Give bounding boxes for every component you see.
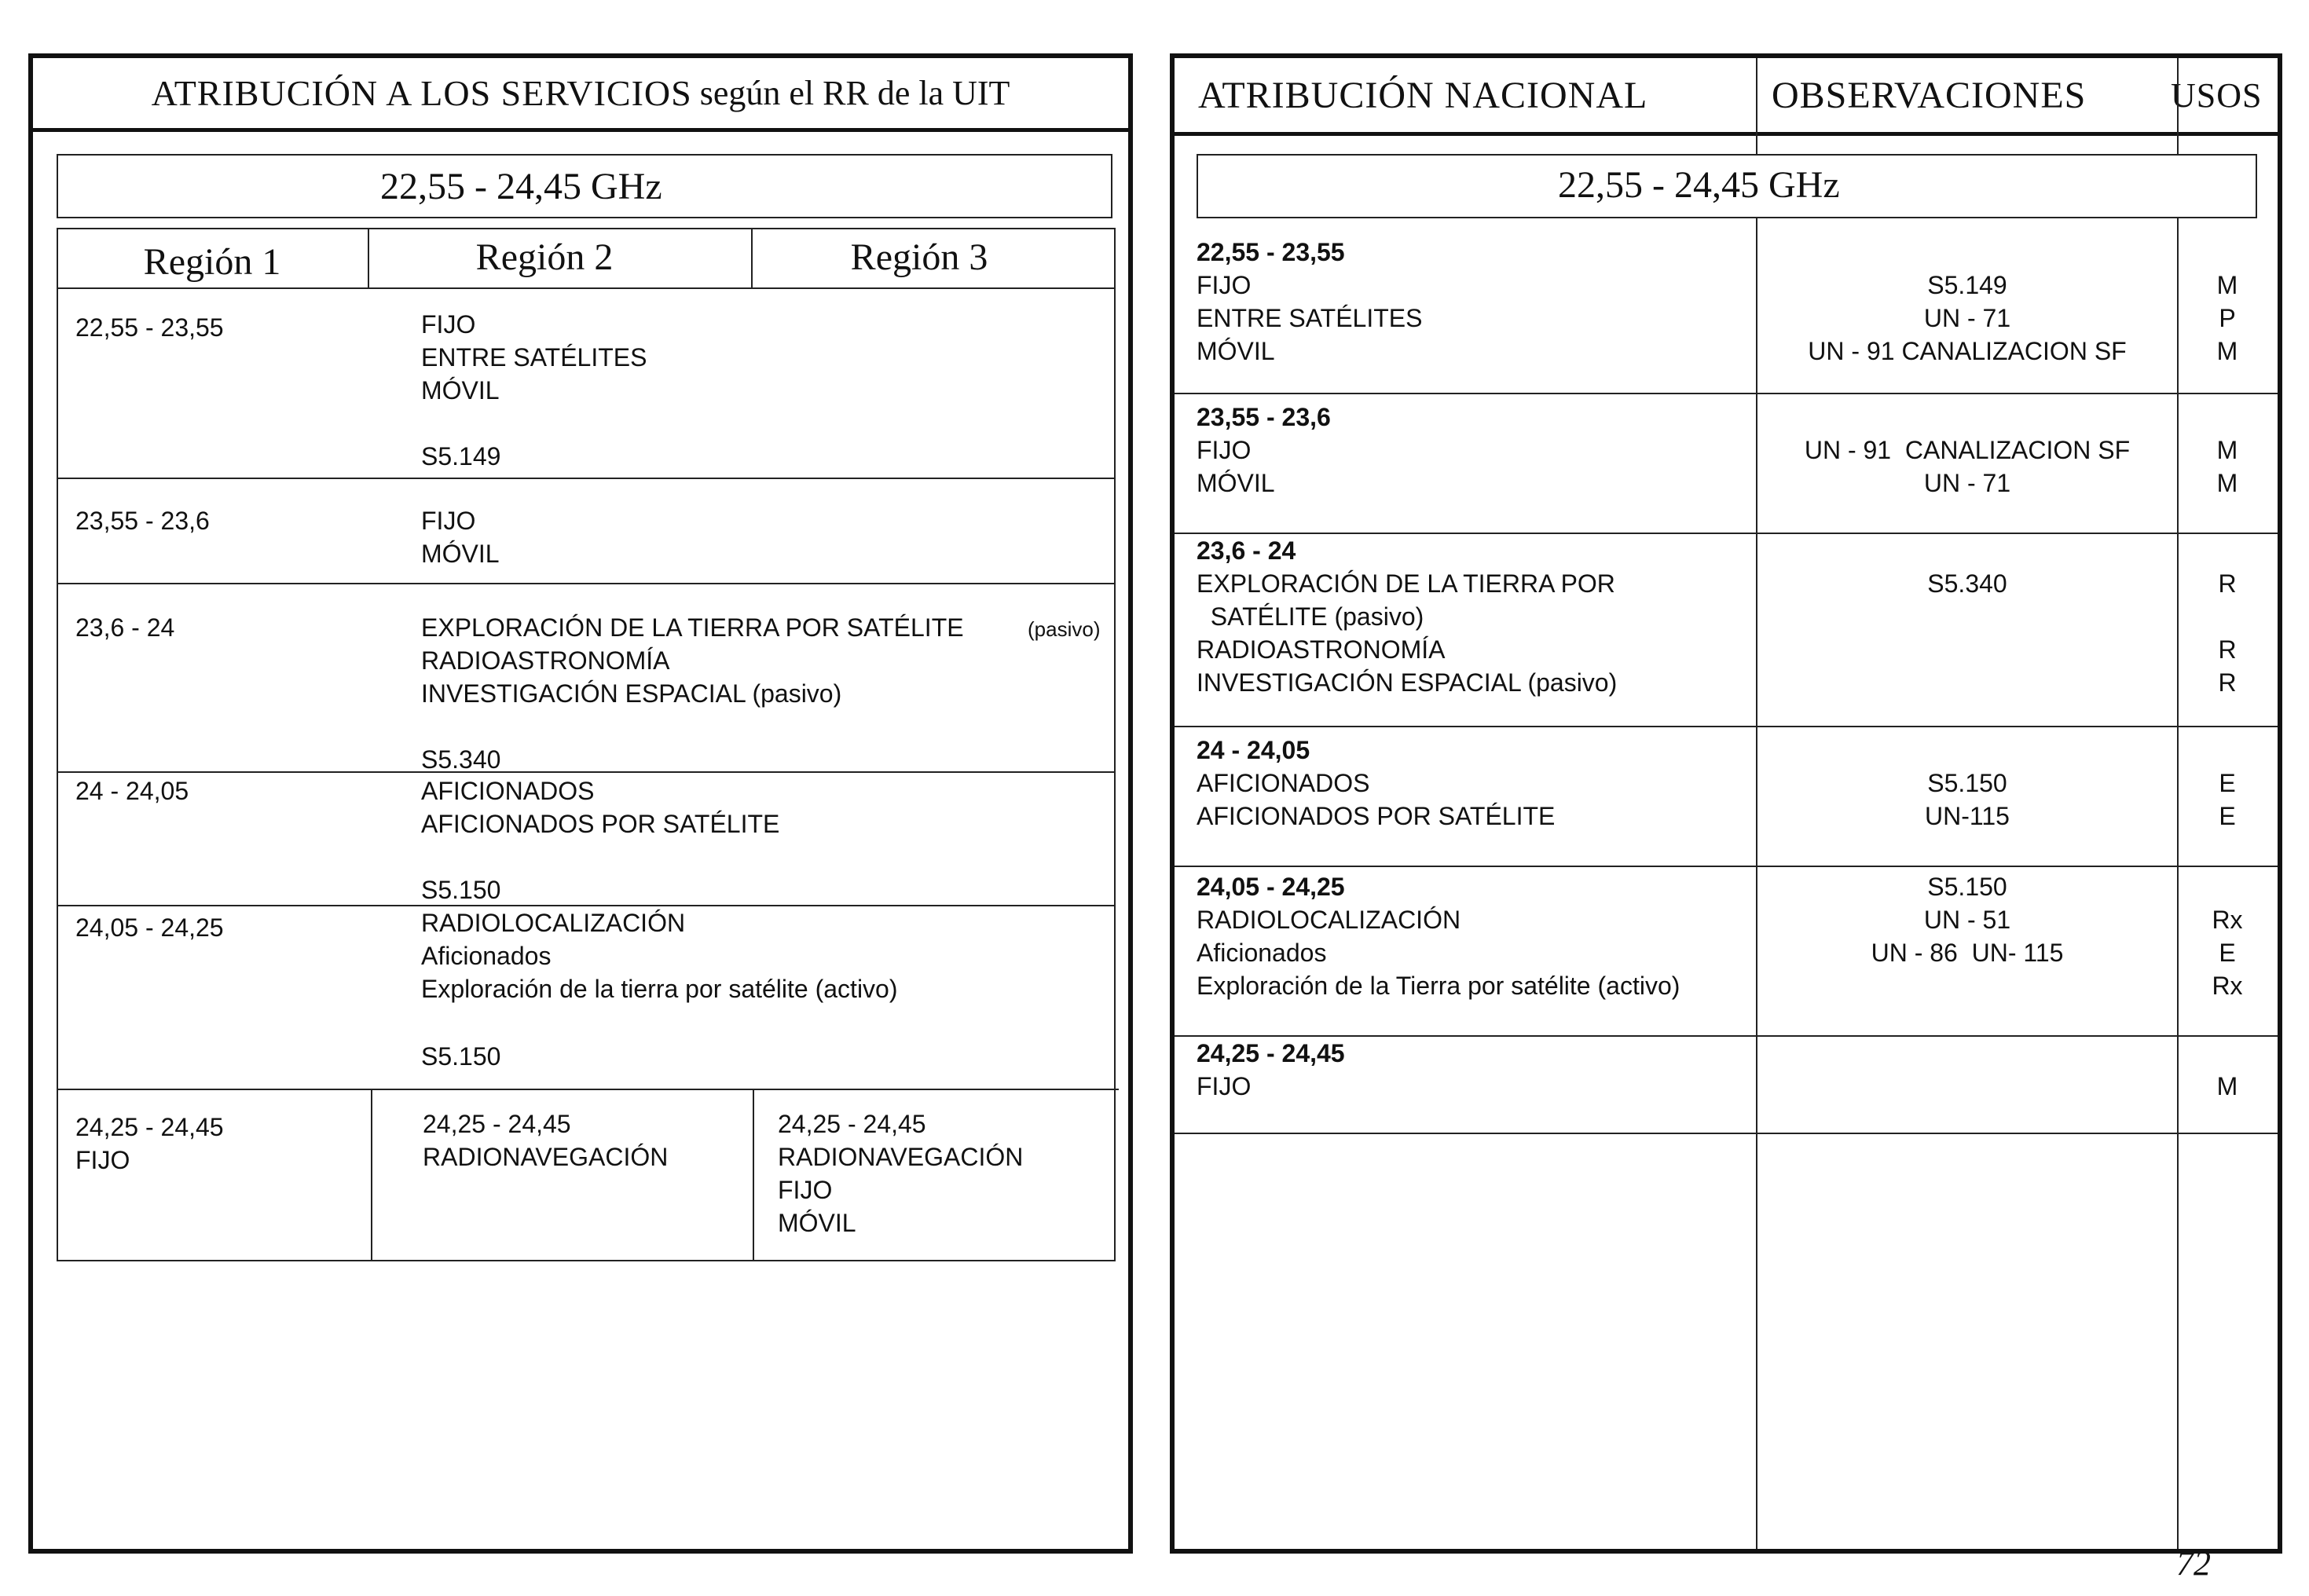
band-title: 22,55 - 24,45 GHz <box>1558 164 1840 206</box>
row-service: INVESTIGACIÓN ESPACIAL (pasivo) <box>421 679 842 708</box>
row-service: FIJO <box>1197 436 1252 464</box>
row-observation: S5.150 <box>1927 873 2007 901</box>
row-note: S5.340 <box>421 745 501 774</box>
row-observation: UN - 91 CANALIZACION SF <box>1804 436 2131 464</box>
observations-header: OBSERVACIONES <box>1772 74 2087 116</box>
row-band: 23,6 - 24 <box>1197 536 1296 565</box>
row-separator <box>57 478 1116 479</box>
row-use: M <box>2216 436 2238 464</box>
row-use: M <box>2216 271 2238 299</box>
row-use: R <box>2218 569 2237 598</box>
row-observation: S5.340 <box>1927 569 2007 598</box>
row-note: S5.149 <box>421 442 501 470</box>
region-3-header: Región 3 <box>850 236 988 278</box>
row-service: INVESTIGACIÓN ESPACIAL (pasivo) <box>1197 668 1618 697</box>
row-use: Rx <box>2212 906 2243 934</box>
row-band: 23,6 - 24 <box>75 613 175 642</box>
region-divider <box>368 228 369 287</box>
uses-header: USOS <box>2171 75 2263 115</box>
row-service: FIJO <box>1197 271 1252 299</box>
row-separator <box>1175 393 2278 394</box>
region-1-service: FIJO <box>75 1146 130 1174</box>
row-service: SATÉLITE (pasivo) <box>1197 602 1424 631</box>
row-use: M <box>2216 1072 2238 1100</box>
row-separator <box>1175 726 2278 727</box>
band-title: 22,55 - 24,45 GHz <box>380 166 662 207</box>
itu-allocation-header <box>33 58 1128 132</box>
row-band: 24,25 - 24,45 <box>1197 1039 1345 1067</box>
row-service: MÓVIL <box>1197 469 1275 497</box>
row-service: MÓVIL <box>421 540 500 568</box>
region-3-service: FIJO <box>778 1176 833 1204</box>
page-number: 72 <box>2176 1544 2211 1583</box>
row-service: Aficionados <box>1197 939 1327 967</box>
row-separator <box>57 1089 1119 1090</box>
row-separator <box>57 583 1116 584</box>
row-service: FIJO <box>421 310 476 339</box>
row-service: ENTRE SATÉLITES <box>421 343 647 372</box>
row-service: Exploración de la tierra por satélite (activo) <box>421 975 898 1003</box>
row-separator <box>1175 533 2278 534</box>
row-band: 24,05 - 24,25 <box>1197 873 1345 901</box>
row-service: Aficionados <box>421 942 552 970</box>
row-service: RADIOASTRONOMÍA <box>421 646 670 675</box>
row-use: M <box>2216 337 2238 365</box>
row-observation: UN - 91 CANALIZACION SF <box>1808 337 2127 365</box>
region-1-header: Región 1 <box>143 241 281 283</box>
row-service: RADIOASTRONOMÍA <box>1197 635 1446 664</box>
national-allocation-panel <box>1170 53 2282 1554</box>
region-divider <box>751 228 753 287</box>
row-service: AFICIONADOS POR SATÉLITE <box>1197 802 1556 830</box>
row-service: EXPLORACIÓN DE LA TIERRA POR SATÉLITE <box>421 613 964 642</box>
row-separator <box>1175 866 2278 867</box>
row-observation: UN - 71 <box>1923 304 2011 332</box>
row-band: 24,05 - 24,25 <box>75 913 224 942</box>
region-divider <box>371 1089 372 1261</box>
row-use: E <box>2219 939 2236 967</box>
row-band: 23,55 - 23,6 <box>75 507 210 535</box>
row-observation: S5.150 <box>1927 769 2007 797</box>
region-2-service: RADIONAVEGACIÓN <box>423 1143 669 1171</box>
region-2-band: 24,25 - 24,45 <box>423 1110 571 1138</box>
row-service: RADIOLOCALIZACIÓN <box>1197 906 1461 934</box>
row-service: FIJO <box>1197 1072 1252 1100</box>
row-service: AFICIONADOS <box>1197 769 1370 797</box>
row-observation: UN-115 <box>1925 802 2010 830</box>
row-note: S5.150 <box>421 1042 501 1071</box>
row-observation: UN - 86 UN- 115 <box>1871 939 2064 967</box>
row-use: P <box>2219 304 2236 332</box>
row-service: MÓVIL <box>421 376 500 404</box>
national-allocation-header: ATRIBUCIÓN NACIONAL <box>1198 74 1648 116</box>
band-title-box <box>57 154 1112 218</box>
region-2-header: Región 2 <box>475 236 614 278</box>
row-band: 24 - 24,05 <box>75 777 189 805</box>
row-observation: UN - 71 <box>1923 469 2011 497</box>
row-use: R <box>2218 635 2237 664</box>
row-use: E <box>2219 769 2236 797</box>
row-use: M <box>2216 469 2238 497</box>
band-title-box <box>1197 154 2257 218</box>
row-separator <box>1175 1133 2278 1134</box>
row-use: Rx <box>2212 972 2243 1000</box>
header-separator <box>1175 132 2278 136</box>
row-band: 23,55 - 23,6 <box>1197 403 1331 431</box>
row-band: 24 - 24,05 <box>1197 736 1310 764</box>
row-note: S5.150 <box>421 876 501 904</box>
region-3-band: 24,25 - 24,45 <box>778 1110 926 1138</box>
row-service: RADIOLOCALIZACIÓN <box>421 909 686 937</box>
row-observation: S5.149 <box>1927 271 2007 299</box>
header-sub: según el RR de la UIT <box>699 74 1010 112</box>
row-service: MÓVIL <box>1197 337 1275 365</box>
row-service: ENTRE SATÉLITES <box>1197 304 1423 332</box>
row-band: 22,55 - 23,55 <box>75 313 224 342</box>
row-band: 22,55 - 23,55 <box>1197 238 1345 266</box>
region-3-service: MÓVIL <box>778 1209 856 1237</box>
itu-regions-table <box>57 228 1116 1261</box>
region-1-band: 24,25 - 24,45 <box>75 1113 224 1141</box>
region-3-service: RADIONAVEGACIÓN <box>778 1143 1024 1171</box>
row-service: AFICIONADOS POR SATÉLITE <box>421 810 780 838</box>
row-observation: UN - 51 <box>1923 906 2011 934</box>
row-service: EXPLORACIÓN DE LA TIERRA POR <box>1197 569 1615 598</box>
row-use: R <box>2218 668 2237 697</box>
row-service-suffix: (pasivo) <box>1028 617 1101 641</box>
row-use: E <box>2219 802 2236 830</box>
row-service: AFICIONADOS <box>421 777 595 805</box>
header-main: ATRIBUCIÓN A LOS SERVICIOS <box>151 73 692 113</box>
row-separator <box>57 287 1116 289</box>
itu-allocation-panel <box>28 53 1133 1554</box>
region-divider <box>753 1089 754 1261</box>
row-service: Exploración de la Tierra por satélite (activo) <box>1197 972 1680 1000</box>
row-separator <box>57 771 1116 773</box>
row-service: FIJO <box>421 507 476 535</box>
